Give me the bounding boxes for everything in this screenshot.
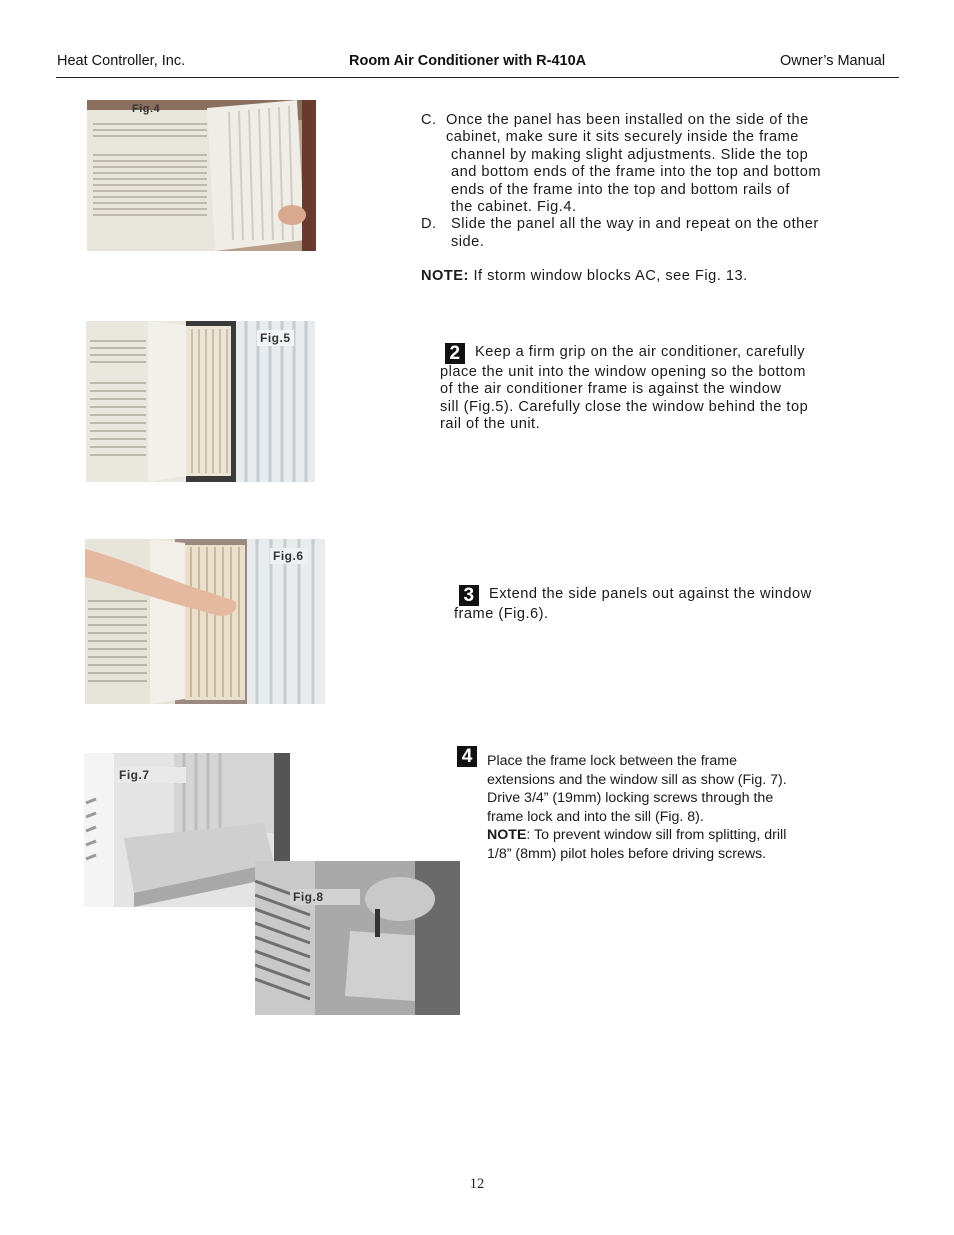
step-4-note-text-1: : To prevent window sill from splitting, drill: [526, 827, 787, 844]
figure-7-label: Fig.7: [116, 767, 186, 783]
figure-8-photo: [255, 861, 460, 1015]
section-c-line-1: Once the panel has been installed on the side of the: [446, 112, 809, 128]
figure-6-label: Fig.6: [270, 548, 307, 564]
step-2-text-1: Keep a firm grip on the air conditioner, carefully: [475, 344, 806, 360]
section-d-marker: D.: [421, 216, 437, 233]
note-label: NOTE:: [421, 268, 469, 285]
section-c: [421, 112, 861, 286]
figure-5-photo: [86, 321, 315, 482]
step-4-note-line-2: 1/8” (8mm) pilot holes before driving screws.: [487, 845, 767, 862]
step-3-line-1: [454, 585, 874, 606]
step-2-line-1: [440, 343, 860, 364]
note-storm-window: [421, 268, 861, 285]
section-c-line-5: ends of the frame into the top and bottom rails of: [451, 181, 790, 198]
section-c-line-2: cabinet, make sure it sits securely inside the frame: [446, 129, 799, 146]
header-company: Heat Controller, Inc.: [57, 53, 186, 69]
step-4: [457, 744, 837, 864]
figure-5-label: Fig.5: [257, 330, 294, 346]
step-3: [454, 585, 874, 623]
section-c-line-3: channel by making slight adjustments. Slide the top: [451, 146, 809, 163]
step-4-line-3: Drive 3/4” (19mm) locking screws through the: [487, 790, 774, 807]
section-d-line-1: Slide the panel all the way in and repeat on the other: [451, 216, 819, 233]
step-2: [440, 343, 860, 434]
figure-4-photo: [87, 100, 316, 251]
header-divider: [56, 77, 899, 78]
header-manual: Owner’s Manual: [780, 53, 886, 69]
step-2-line-4: sill (Fig.5). Carefully close the window behind the top: [440, 398, 809, 415]
step-2-line-3: of the air conditioner frame is against the window: [440, 381, 782, 398]
figure-6-photo: [85, 539, 325, 704]
step-3-text-1: Extend the side panels out against the window: [489, 586, 812, 602]
step-3-line-2: frame (Fig.6).: [454, 606, 549, 622]
section-d-line-2: side.: [451, 233, 485, 250]
step-2-number: 2: [445, 343, 465, 364]
step-4-note-line-1: [487, 826, 837, 845]
section-c-marker: C.: [421, 112, 437, 128]
step-2-line-2: place the unit into the window opening so the bottom: [440, 364, 806, 380]
header-title: Room Air Conditioner with R-410A: [349, 53, 587, 69]
section-c-line-6: the cabinet. Fig.4.: [451, 199, 577, 216]
figure-8-label: Fig.8: [290, 889, 360, 905]
step-4-number: 4: [457, 746, 477, 767]
step-4-note-label: NOTE: [487, 827, 527, 844]
section-c-line-4: and bottom ends of the frame into the top and bottom: [451, 164, 821, 181]
step-4-line-1: Place the frame lock between the frame: [487, 753, 737, 769]
step-4-line-4: frame lock and into the sill (Fig. 8).: [487, 808, 704, 825]
step-4-line-2: extensions and the window sill as show (Fig. 7).: [487, 771, 787, 788]
step-3-number: 3: [459, 585, 479, 606]
step-2-line-5: rail of the unit.: [440, 416, 541, 433]
note-text: If storm window blocks AC, see Fig. 13.: [468, 268, 748, 285]
figure-4-label: Fig.4: [132, 103, 161, 115]
page-number: 12: [469, 1176, 485, 1192]
